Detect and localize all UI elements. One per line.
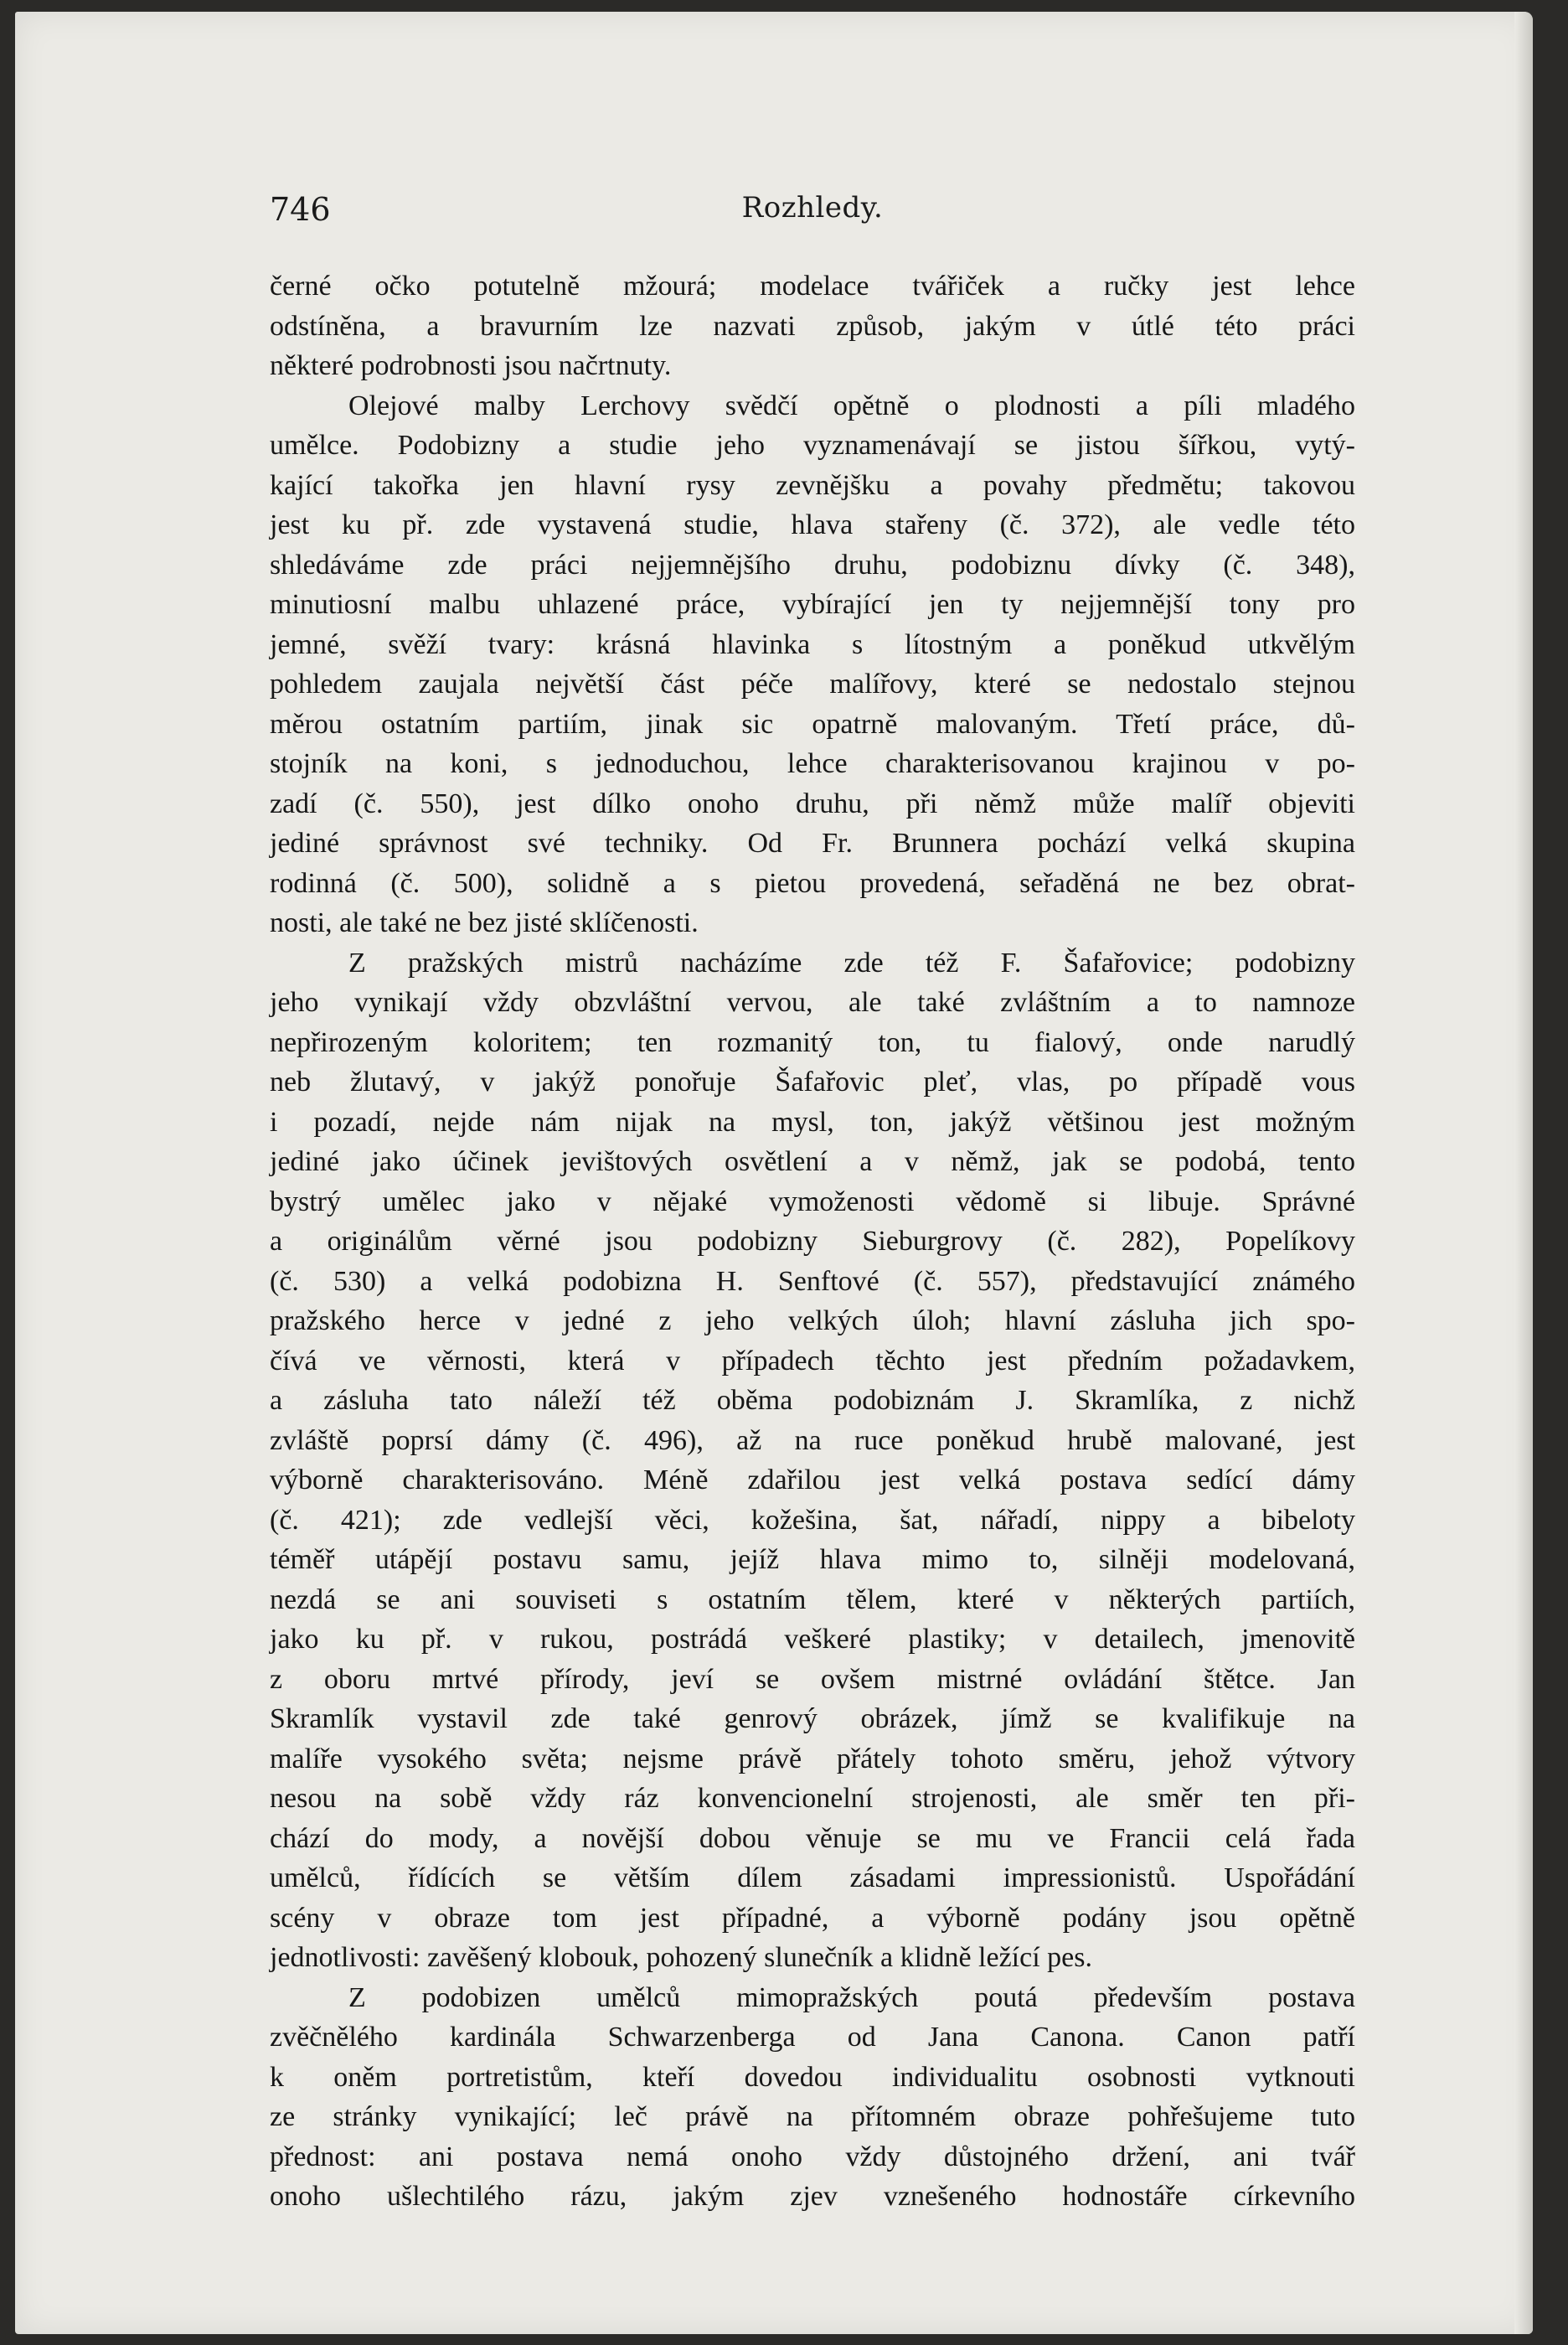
text-line: Skramlík vystavil zde také genrový obrázek, jímž se kvalifikuje na <box>270 1703 1355 1734</box>
text-line: zvěčnělého kardinála Schwarzenberga od Jana Canona. Canon patří <box>270 2022 1355 2053</box>
page-header <box>270 191 1355 231</box>
running-title: Rozhledy. <box>741 191 884 225</box>
text-line: některé podrobnosti jsou načrtnuty. <box>270 350 672 381</box>
text-line: k oněm portretistům, kteří dovedou individualitu osobnosti vytknouti <box>270 2061 1355 2093</box>
text-line: čívá ve věrnosti, která v případech těchto jest předním požadavkem, <box>270 1345 1355 1377</box>
text-line: scény v obraze tom jest případné, a výborně podány jsou opětně <box>270 1902 1355 1934</box>
text-line: zadí (č. 550), jest dílko onoho druhu, při němž může malíř objeviti <box>270 788 1355 819</box>
text-line: Olejové malby Lerchovy svědčí opětně o plodnosti a píli mladého <box>348 390 1355 421</box>
text-line: bystrý umělec jako v nějaké vymoženosti vědomě si libuje. Správné <box>270 1185 1355 1217</box>
text-line: nesou na sobě vždy ráz konvencionelní strojenosti, ale směr ten při- <box>270 1783 1355 1814</box>
text-line: a zásluha tato náleží též oběma podobiznám J. Skramlíka, z nichž <box>270 1385 1355 1416</box>
text-line: měrou ostatním partiím, jinak sic opatrně malovaným. Třetí práce, dů- <box>270 708 1355 740</box>
text-line: odstíněna, a bravurním lze nazvati způsob, jakým v útlé této práci <box>270 310 1355 342</box>
text-line: (č. 421); zde vedlejší věci, kožešina, šat, nářadí, nippy a bibeloty <box>270 1504 1355 1536</box>
text-line: shledáváme zde práci nejjemnějšího druhu, podobiznu dívky (č. 348), <box>270 549 1355 581</box>
body-text <box>270 266 1355 2217</box>
text-line: zvláště poprsí dámy (č. 496), až na ruce poněkud hrubě malované, jest <box>270 1424 1355 1456</box>
text-line: nezdá se ani souviseti s ostatním tělem, které v některých partiích, <box>270 1583 1355 1615</box>
text-line: minutiosní malbu uhlazené práce, vybírající jen ty nejjemnější tony pro <box>270 589 1355 620</box>
text-line: stojník na koni, s jednoduchou, lehce charakterisovanou krajinou v po- <box>270 748 1355 779</box>
text-line: černé očko potutelně mžourá; modelace tvářiček a ručky jest lehce <box>270 271 1355 302</box>
text-line: Z podobizen umělců mimopražských poutá především postava <box>348 1981 1355 2013</box>
page-edge-shadow <box>1514 12 1533 2334</box>
text-line: kající takořka jen hlavní rysy zevnějšku a povahy předmětu; takovou <box>270 469 1355 501</box>
text-line: jemné, svěží tvary: krásná hlavinka s lítostným a poněkud utkvělým <box>270 628 1355 660</box>
text-line: i pozadí, nejde nám nijak na mysl, ton, jakýž většinou jest možným <box>270 1106 1355 1138</box>
text-line: malíře vysokého světa; nejsme právě přátely tohoto směru, jehož výtvory <box>270 1743 1355 1774</box>
text-line: nepřirozeným koloritem; ten rozmanitý ton, tu fialový, onde narudlý <box>270 1026 1355 1058</box>
text-line: jeho vynikají vždy obzvláštní vervou, ale také zvláštním a to namnoze <box>270 987 1355 1018</box>
text-line: nosti, ale také ne bez jisté sklíčenosti. <box>270 907 699 938</box>
text-line: jediné správnost své techniky. Od Fr. Brunnera pochází velká skupina <box>270 828 1355 859</box>
text-line: pražského herce v jedné z jeho velkých úloh; hlavní zásluha jich spo- <box>270 1305 1355 1336</box>
text-line: jednotlivosti: zavěšený klobouk, pohozený slunečník a klidně ležící pes. <box>270 1942 1092 1973</box>
text-line: (č. 530) a velká podobizna H. Senftové (č. 557), představující známého <box>270 1265 1355 1297</box>
text-line: výborně charakterisováno. Méně zdařilou jest velká postava sedící dámy <box>270 1464 1355 1495</box>
text-line: rodinná (č. 500), solidně a s pietou provedená, seřaděná ne bez obrat- <box>270 867 1355 899</box>
text-line: ze stránky vynikající; leč právě na přítomném obraze pohřešujeme tuto <box>270 2101 1355 2132</box>
text-line: chází do mody, a novější dobou věnuje se mu ve Francii celá řada <box>270 1822 1355 1854</box>
text-line: neb žlutavý, v jakýž ponořuje Šafařovic pleť, vlas, po případě vous <box>270 1067 1355 1098</box>
text-line: jako ku př. v rukou, postrádá veškeré plastiky; v detailech, jmenovitě <box>270 1624 1355 1655</box>
text-line: přednost: ani postava nemá onoho vždy důstojného držení, ani tvář <box>270 2141 1355 2172</box>
text-line: onoho ušlechtilého rázu, jakým zjev vznešeného hodnostáře církevního <box>270 2181 1355 2212</box>
text-line: Z pražských mistrů nacházíme zde též F. Šafařovice; podobizny <box>348 947 1355 979</box>
text-line: a originálům věrné jsou podobizny Sieburgrovy (č. 282), Popelíkovy <box>270 1226 1355 1257</box>
page-number: 746 <box>270 191 331 228</box>
text-line: umělce. Podobizny a studie jeho vyznamenávají se jistou šířkou, vytý- <box>270 430 1355 461</box>
text-line: z oboru mrtvé přírody, jeví se ovšem mistrné ovládání štětce. Jan <box>270 1663 1355 1695</box>
text-line: jediné jako účinek jevištových osvětlení a v němž, jak se podobá, tento <box>270 1146 1355 1177</box>
text-line: umělců, řídících se větším dílem zásadami impressionistů. Uspořádání <box>270 1862 1355 1893</box>
text-line: téměř utápějí postavu samu, jejíž hlava mimo to, silněji modelovaná, <box>270 1544 1355 1575</box>
text-line: jest ku př. zde vystavená studie, hlava stařeny (č. 372), ale vedle této <box>270 509 1355 540</box>
text-line: pohledem zaujala největší část péče malířovy, které se nedostalo stejnou <box>270 669 1355 700</box>
